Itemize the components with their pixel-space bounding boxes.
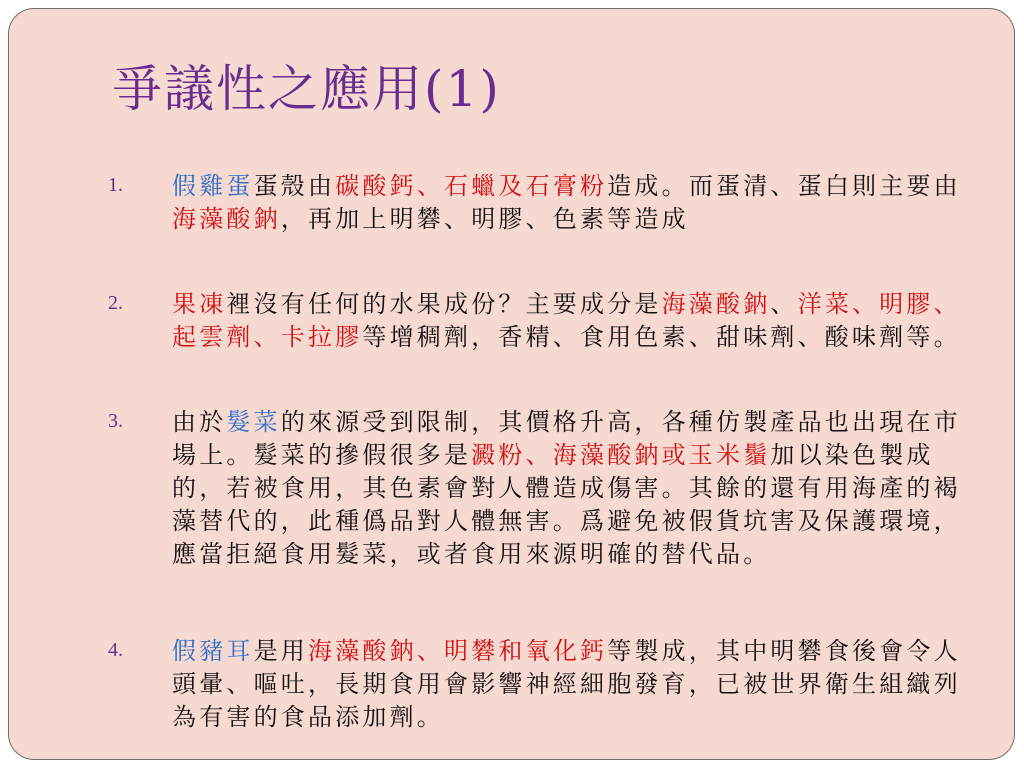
body-text-segment: 由於 [172, 408, 227, 436]
body-text-segment: 蛋殼由 [253, 172, 336, 200]
highlighted-term: 海藻酸鈉 [172, 205, 281, 233]
list-text-3 [172, 406, 962, 571]
list-number-2: 2. [108, 292, 123, 314]
body-text-segment: 加以染色製成的，若被食用，其色素會對人體造成傷害。其餘的還有用海產的褐藻替代的，此種僞品對人體無害。爲避免被假貨坑害及保護環境，應當拒絕食用髮菜，或者食用來源明確的替代品。 [172, 441, 961, 568]
body-text-segment: 等製成，其中明礬食後會令人頭暈、嘔吐，長期食用會影響神經細胞發育，已被世界衛生組織列為有害的食品添加劑。 [172, 637, 961, 731]
body-text-segment: ，再加上明礬、明膠、色素等造成 [280, 205, 689, 233]
highlighted-term: 海藻酸鈉 [661, 290, 771, 318]
list-text-4 [172, 635, 962, 734]
body-text-segment: 造成。而蛋清、蛋白則主要由 [607, 172, 961, 200]
list-number-3: 3. [108, 410, 123, 432]
highlighted-term: 假豬耳 [172, 637, 254, 665]
list-text-1 [172, 170, 962, 236]
body-text-segment: 的來源受到限制，其價格升高，各種仿製產品也出現在市場上。髮菜的摻假很多是 [172, 408, 961, 469]
body-text-segment: 是用 [253, 637, 309, 665]
slide-title: 爭議性之應用(1) [112, 60, 501, 118]
highlighted-term: 髮菜 [226, 408, 281, 436]
highlighted-term: 澱粉、海藻酸鈉或玉米鬚 [471, 441, 771, 469]
highlighted-term: 假雞蛋 [172, 172, 254, 200]
list-number-1: 1. [108, 174, 123, 196]
highlighted-term: 海藻酸鈉、明礬和氧化鈣 [308, 637, 608, 665]
body-text-segment: 裡沒有任何的水果成份？主要成分是 [226, 290, 662, 318]
list-text-2 [172, 288, 962, 354]
list-number-4: 4. [108, 639, 123, 661]
highlighted-term: 洋菜、明膠、起雲劑、卡拉膠 [172, 290, 961, 351]
body-text-segment: 、 [770, 290, 798, 318]
highlighted-term: 果凍 [172, 290, 227, 318]
body-text-segment: 等增稠劑，香精、食用色素、甜味劑、酸味劑等。 [362, 323, 961, 351]
highlighted-term: 碳酸鈣、石蠟及石膏粉 [335, 172, 608, 200]
